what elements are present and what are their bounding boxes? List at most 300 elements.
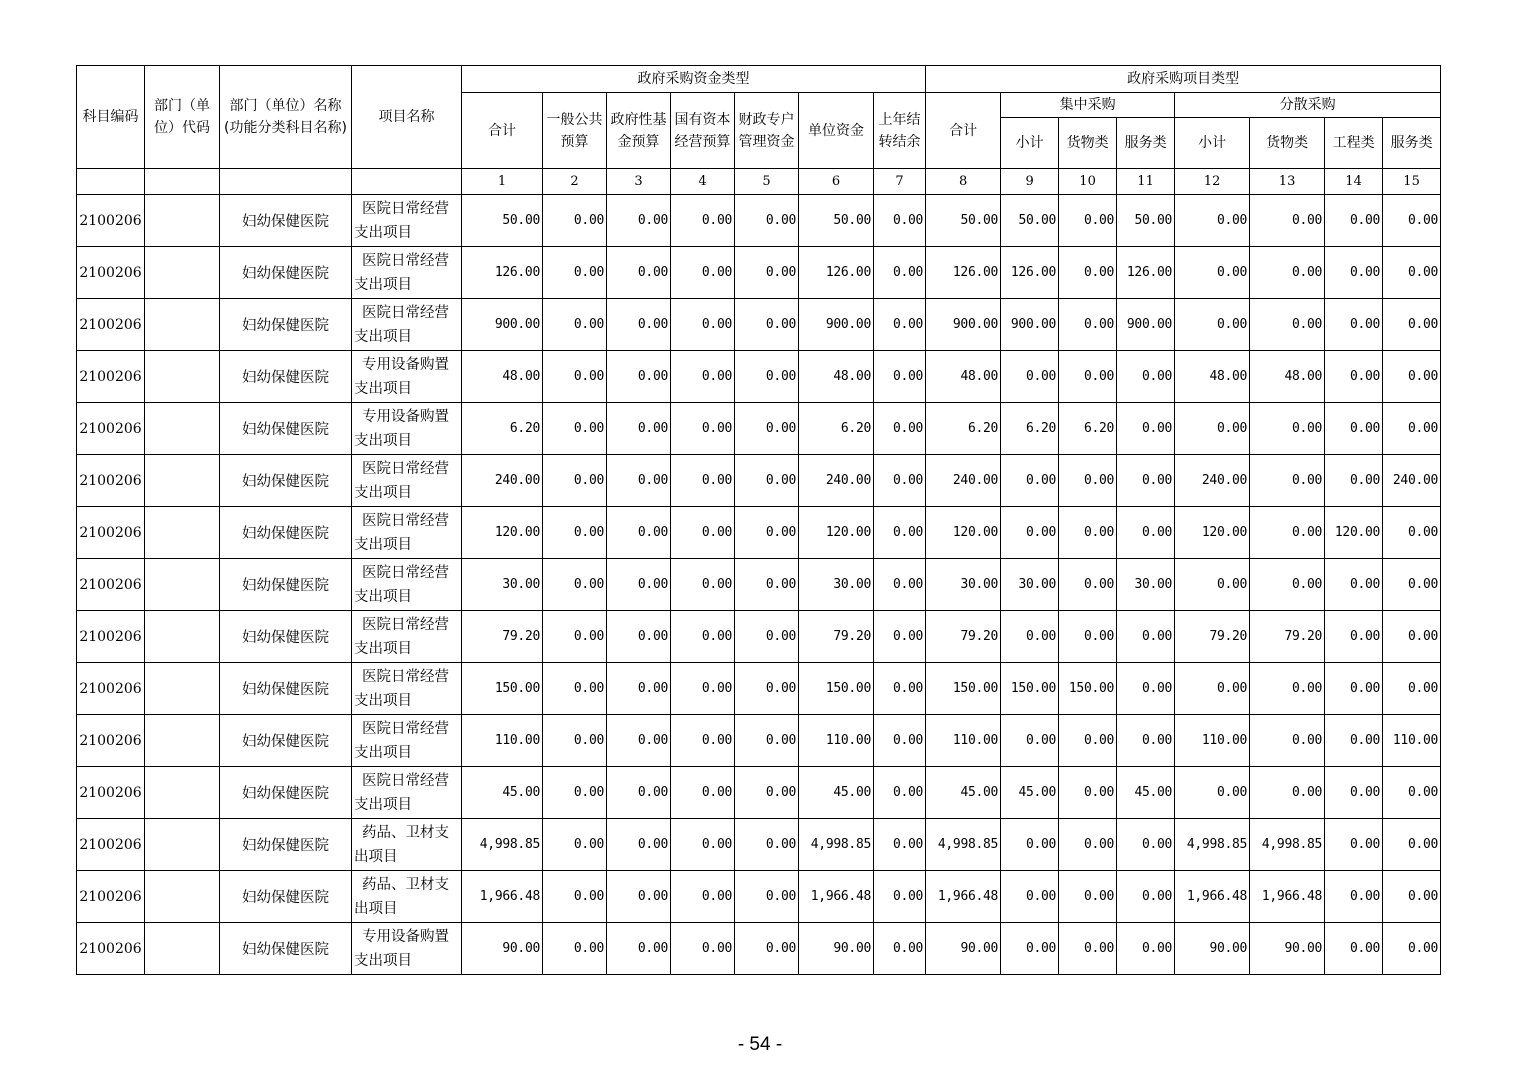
amount-cell: 0.00: [671, 923, 735, 975]
table-row: [77, 871, 1441, 923]
column-number: 14: [1325, 169, 1383, 195]
amount-cell: 0.00: [874, 871, 926, 923]
amount-cell: 0.00: [671, 299, 735, 351]
amount-cell: 0.00: [1250, 455, 1325, 507]
amount-cell: 0.00: [607, 611, 671, 663]
amount-cell: 0.00: [1383, 611, 1441, 663]
amount-cell: 0.00: [1175, 247, 1250, 299]
header-dispersed-group: 分散采购: [1175, 93, 1441, 118]
amount-cell: 0.00: [607, 871, 671, 923]
amount-cell: 1,966.48: [1250, 871, 1325, 923]
table-row: [77, 247, 1441, 299]
amount-cell: 6.20: [1059, 403, 1117, 455]
amount-cell: 0.00: [874, 247, 926, 299]
subject-code-cell: 2100206: [77, 923, 145, 975]
project-name-line: 支出项目: [354, 328, 412, 345]
column-number: 4: [671, 169, 735, 195]
amount-cell: 0.00: [543, 195, 607, 247]
header-dispersed-col: 工程类: [1325, 118, 1383, 169]
column-number: 7: [874, 169, 926, 195]
amount-cell: 110.00: [799, 715, 874, 767]
amount-cell: 0.00: [1059, 819, 1117, 871]
amount-cell: 900.00: [926, 299, 1001, 351]
amount-cell: 0.00: [607, 819, 671, 871]
project-name-line: 支出项目: [354, 536, 412, 553]
amount-cell: 0.00: [1175, 663, 1250, 715]
subject-code-cell: 2100206: [77, 611, 145, 663]
subject-code-cell: 2100206: [77, 351, 145, 403]
amount-cell: 0.00: [874, 611, 926, 663]
amount-cell: 48.00: [1250, 351, 1325, 403]
amount-cell: 0.00: [1325, 299, 1383, 351]
amount-cell: 0.00: [543, 663, 607, 715]
amount-cell: 0.00: [735, 351, 799, 403]
amount-cell: 110.00: [1383, 715, 1441, 767]
amount-cell: 1,966.48: [799, 871, 874, 923]
amount-cell: 0.00: [1001, 923, 1059, 975]
amount-cell: 0.00: [1383, 403, 1441, 455]
dept-code-cell: [145, 195, 220, 247]
amount-cell: 90.00: [462, 923, 543, 975]
amount-cell: 0.00: [671, 819, 735, 871]
project-name-cell: [352, 195, 462, 247]
amount-cell: 0.00: [1059, 715, 1117, 767]
column-number: 5: [735, 169, 799, 195]
amount-cell: 120.00: [462, 507, 543, 559]
project-name-line: 药品、卫材支: [362, 824, 449, 841]
amount-cell: 0.00: [607, 195, 671, 247]
amount-cell: 6.20: [1001, 403, 1059, 455]
unit-name-cell: 妇幼保健医院: [220, 299, 352, 351]
unit-name-cell: 妇幼保健医院: [220, 559, 352, 611]
header-fund-col: 单位资金: [799, 93, 874, 169]
subject-code-cell: 2100206: [77, 559, 145, 611]
project-name-line: 支出项目: [354, 484, 412, 501]
amount-cell: 240.00: [1383, 455, 1441, 507]
amount-cell: 0.00: [607, 455, 671, 507]
amount-cell: 0.00: [1059, 767, 1117, 819]
column-number: 10: [1059, 169, 1117, 195]
amount-cell: 0.00: [1059, 559, 1117, 611]
subject-code-cell: 2100206: [77, 455, 145, 507]
header-dept-name: 部门（单位）名称(功能分类科目名称): [220, 66, 352, 169]
procurement-budget-table: [76, 65, 1441, 975]
amount-cell: 0.00: [1250, 559, 1325, 611]
amount-cell: 0.00: [1383, 507, 1441, 559]
amount-cell: 240.00: [799, 455, 874, 507]
amount-cell: 0.00: [1117, 923, 1175, 975]
project-name-cell: [352, 247, 462, 299]
amount-cell: 0.00: [607, 403, 671, 455]
amount-cell: 0.00: [1175, 299, 1250, 351]
amount-cell: 126.00: [462, 247, 543, 299]
amount-cell: 0.00: [1325, 663, 1383, 715]
amount-cell: 0.00: [607, 663, 671, 715]
project-name-line: 医院日常经营: [362, 668, 449, 685]
amount-cell: 0.00: [874, 715, 926, 767]
subject-code-cell: 2100206: [77, 715, 145, 767]
amount-cell: 110.00: [926, 715, 1001, 767]
amount-cell: 0.00: [1325, 403, 1383, 455]
amount-cell: 150.00: [799, 663, 874, 715]
column-number: 12: [1175, 169, 1250, 195]
amount-cell: 1,966.48: [1175, 871, 1250, 923]
amount-cell: 0.00: [543, 403, 607, 455]
amount-cell: 126.00: [1117, 247, 1175, 299]
project-name-line: 支出项目: [354, 276, 412, 293]
amount-cell: 0.00: [1325, 455, 1383, 507]
amount-cell: 150.00: [462, 663, 543, 715]
project-name-cell: [352, 871, 462, 923]
amount-cell: 0.00: [1001, 611, 1059, 663]
project-name-line: 出项目: [354, 900, 398, 917]
amount-cell: 0.00: [1175, 559, 1250, 611]
amount-cell: 0.00: [607, 923, 671, 975]
project-name-line: 医院日常经营: [362, 200, 449, 217]
amount-cell: 0.00: [607, 559, 671, 611]
amount-cell: 0.00: [1059, 871, 1117, 923]
amount-cell: 120.00: [1175, 507, 1250, 559]
dept-code-cell: [145, 247, 220, 299]
amount-cell: 0.00: [1059, 351, 1117, 403]
amount-cell: 0.00: [1383, 559, 1441, 611]
amount-cell: 0.00: [1117, 351, 1175, 403]
project-name-line: 出项目: [354, 848, 398, 865]
table-row: [77, 455, 1441, 507]
amount-cell: 30.00: [799, 559, 874, 611]
amount-cell: 0.00: [1117, 403, 1175, 455]
subject-code-cell: 2100206: [77, 195, 145, 247]
amount-cell: 0.00: [1325, 767, 1383, 819]
column-number: 9: [1001, 169, 1059, 195]
amount-cell: 900.00: [462, 299, 543, 351]
project-name-line: 医院日常经营: [362, 304, 449, 321]
amount-cell: 0.00: [1383, 247, 1441, 299]
table-row: [77, 351, 1441, 403]
project-name-line: 医院日常经营: [362, 720, 449, 737]
subject-code-cell: 2100206: [77, 819, 145, 871]
amount-cell: 0.00: [1250, 663, 1325, 715]
header-fund-col: 政府性基金预算: [607, 93, 671, 169]
project-name-line: 支出项目: [354, 952, 412, 969]
column-number: 6: [799, 169, 874, 195]
amount-cell: 0.00: [1325, 715, 1383, 767]
amount-cell: 0.00: [543, 923, 607, 975]
dept-code-cell: [145, 299, 220, 351]
amount-cell: 0.00: [735, 923, 799, 975]
unit-name-cell: 妇幼保健医院: [220, 819, 352, 871]
table-body: [77, 195, 1441, 975]
amount-cell: 0.00: [607, 351, 671, 403]
amount-cell: 126.00: [926, 247, 1001, 299]
amount-cell: 0.00: [735, 611, 799, 663]
table-row: [77, 767, 1441, 819]
table-row: [77, 403, 1441, 455]
amount-cell: 90.00: [1175, 923, 1250, 975]
amount-cell: 0.00: [1250, 299, 1325, 351]
dept-code-cell: [145, 663, 220, 715]
header-central-col: 小计: [1001, 118, 1059, 169]
column-number: 11: [1117, 169, 1175, 195]
header-dispersed-col: 服务类: [1383, 118, 1441, 169]
subject-code-cell: 2100206: [77, 403, 145, 455]
amount-cell: 0.00: [1117, 871, 1175, 923]
amount-cell: 48.00: [926, 351, 1001, 403]
amount-cell: 0.00: [1175, 767, 1250, 819]
amount-cell: 1,966.48: [462, 871, 543, 923]
project-name-line: 支出项目: [354, 796, 412, 813]
amount-cell: 0.00: [1059, 195, 1117, 247]
project-name-line: 医院日常经营: [362, 460, 449, 477]
amount-cell: 0.00: [671, 611, 735, 663]
blank-cell: [220, 169, 352, 195]
header-dept-code: 部门（单位）代码: [145, 66, 220, 169]
amount-cell: 0.00: [1325, 871, 1383, 923]
amount-cell: 0.00: [671, 767, 735, 819]
amount-cell: 0.00: [1250, 507, 1325, 559]
header-fund-col: 一般公共预算: [543, 93, 607, 169]
unit-name-cell: 妇幼保健医院: [220, 247, 352, 299]
project-name-line: 支出项目: [354, 640, 412, 657]
amount-cell: 0.00: [1001, 819, 1059, 871]
amount-cell: 0.00: [1250, 195, 1325, 247]
amount-cell: 0.00: [1325, 819, 1383, 871]
amount-cell: 0.00: [1175, 403, 1250, 455]
header-subject-code: 科目编码: [77, 66, 145, 169]
amount-cell: 0.00: [543, 247, 607, 299]
header-fund-type-group: 政府采购资金类型: [462, 66, 926, 93]
project-name-cell: [352, 715, 462, 767]
amount-cell: 0.00: [607, 247, 671, 299]
dept-code-cell: [145, 507, 220, 559]
amount-cell: 0.00: [1001, 455, 1059, 507]
amount-cell: 50.00: [926, 195, 1001, 247]
amount-cell: 6.20: [926, 403, 1001, 455]
amount-cell: 0.00: [1001, 507, 1059, 559]
unit-name-cell: 妇幼保健医院: [220, 195, 352, 247]
amount-cell: 0.00: [735, 247, 799, 299]
project-name-cell: [352, 767, 462, 819]
amount-cell: 0.00: [671, 403, 735, 455]
amount-cell: 0.00: [607, 507, 671, 559]
subject-code-cell: 2100206: [77, 663, 145, 715]
amount-cell: 0.00: [874, 195, 926, 247]
amount-cell: 90.00: [1250, 923, 1325, 975]
amount-cell: 126.00: [1001, 247, 1059, 299]
amount-cell: 126.00: [799, 247, 874, 299]
amount-cell: 0.00: [543, 871, 607, 923]
amount-cell: 0.00: [543, 715, 607, 767]
unit-name-cell: 妇幼保健医院: [220, 923, 352, 975]
amount-cell: 0.00: [874, 819, 926, 871]
amount-cell: 0.00: [671, 715, 735, 767]
amount-cell: 45.00: [799, 767, 874, 819]
amount-cell: 0.00: [735, 715, 799, 767]
amount-cell: 900.00: [1117, 299, 1175, 351]
blank-cell: [145, 169, 220, 195]
project-name-line: 医院日常经营: [362, 512, 449, 529]
amount-cell: 79.20: [1250, 611, 1325, 663]
subject-code-cell: 2100206: [77, 507, 145, 559]
amount-cell: 0.00: [735, 195, 799, 247]
project-name-line: 专用设备购置: [362, 928, 449, 945]
amount-cell: 45.00: [1117, 767, 1175, 819]
amount-cell: 0.00: [1383, 299, 1441, 351]
dept-code-cell: [145, 559, 220, 611]
amount-cell: 1,966.48: [926, 871, 1001, 923]
amount-cell: 6.20: [462, 403, 543, 455]
amount-cell: 79.20: [1175, 611, 1250, 663]
project-name-cell: [352, 507, 462, 559]
column-number: 13: [1250, 169, 1325, 195]
project-name-line: 医院日常经营: [362, 252, 449, 269]
amount-cell: 0.00: [1117, 507, 1175, 559]
amount-cell: 50.00: [1001, 195, 1059, 247]
amount-cell: 0.00: [1059, 299, 1117, 351]
unit-name-cell: 妇幼保健医院: [220, 663, 352, 715]
dept-code-cell: [145, 819, 220, 871]
amount-cell: 0.00: [735, 299, 799, 351]
amount-cell: 0.00: [607, 767, 671, 819]
amount-cell: 30.00: [926, 559, 1001, 611]
amount-cell: 0.00: [607, 299, 671, 351]
amount-cell: 4,998.85: [799, 819, 874, 871]
header-central-group: 集中采购: [1001, 93, 1175, 118]
amount-cell: 120.00: [799, 507, 874, 559]
amount-cell: 240.00: [926, 455, 1001, 507]
header-dispersed-col: 小计: [1175, 118, 1250, 169]
project-name-cell: [352, 299, 462, 351]
table-row: [77, 611, 1441, 663]
project-name-line: 支出项目: [354, 224, 412, 241]
amount-cell: 6.20: [799, 403, 874, 455]
project-name-line: 医院日常经营: [362, 564, 449, 581]
amount-cell: 0.00: [1059, 923, 1117, 975]
amount-cell: 0.00: [874, 455, 926, 507]
page-number: - 54 -: [737, 1034, 783, 1055]
amount-cell: 4,998.85: [1175, 819, 1250, 871]
table-row: [77, 923, 1441, 975]
project-name-line: 支出项目: [354, 692, 412, 709]
project-name-cell: [352, 663, 462, 715]
project-name-line: 专用设备购置: [362, 408, 449, 425]
header-project-type-group: 政府采购项目类型: [926, 66, 1441, 93]
subject-code-cell: 2100206: [77, 767, 145, 819]
amount-cell: 0.00: [1117, 455, 1175, 507]
amount-cell: 0.00: [1001, 351, 1059, 403]
amount-cell: 0.00: [671, 351, 735, 403]
blank-cell: [352, 169, 462, 195]
amount-cell: 0.00: [1059, 247, 1117, 299]
amount-cell: 0.00: [1059, 507, 1117, 559]
project-name-line: 医院日常经营: [362, 772, 449, 789]
amount-cell: 0.00: [1250, 715, 1325, 767]
amount-cell: 4,998.85: [462, 819, 543, 871]
amount-cell: 0.00: [1325, 351, 1383, 403]
amount-cell: 0.00: [1117, 663, 1175, 715]
amount-cell: 120.00: [926, 507, 1001, 559]
amount-cell: 45.00: [462, 767, 543, 819]
dept-code-cell: [145, 923, 220, 975]
amount-cell: 110.00: [462, 715, 543, 767]
header-central-col: 服务类: [1117, 118, 1175, 169]
project-name-line: 专用设备购置: [362, 356, 449, 373]
dept-code-cell: [145, 351, 220, 403]
column-number: 15: [1383, 169, 1441, 195]
subject-code-cell: 2100206: [77, 871, 145, 923]
amount-cell: 0.00: [1383, 767, 1441, 819]
amount-cell: 0.00: [543, 559, 607, 611]
amount-cell: 0.00: [874, 767, 926, 819]
amount-cell: 0.00: [735, 767, 799, 819]
header-fund-col: 上年结转结余: [874, 93, 926, 169]
project-name-cell: [352, 559, 462, 611]
unit-name-cell: 妇幼保健医院: [220, 767, 352, 819]
amount-cell: 0.00: [1383, 195, 1441, 247]
amount-cell: 0.00: [874, 663, 926, 715]
amount-cell: 0.00: [1325, 195, 1383, 247]
blank-cell: [77, 169, 145, 195]
amount-cell: 0.00: [874, 351, 926, 403]
amount-cell: 0.00: [543, 819, 607, 871]
header-fund-col: 合计: [462, 93, 543, 169]
amount-cell: 0.00: [671, 247, 735, 299]
header-dispersed-col: 货物类: [1250, 118, 1325, 169]
project-name-line: 支出项目: [354, 588, 412, 605]
amount-cell: 30.00: [1117, 559, 1175, 611]
column-number: 3: [607, 169, 671, 195]
amount-cell: 0.00: [1175, 195, 1250, 247]
amount-cell: 0.00: [543, 767, 607, 819]
dept-code-cell: [145, 455, 220, 507]
amount-cell: 240.00: [1175, 455, 1250, 507]
amount-cell: 0.00: [1001, 715, 1059, 767]
project-name-line: 支出项目: [354, 380, 412, 397]
amount-cell: 0.00: [874, 559, 926, 611]
table-row: [77, 663, 1441, 715]
table-row: [77, 507, 1441, 559]
amount-cell: 0.00: [735, 559, 799, 611]
amount-cell: 0.00: [735, 455, 799, 507]
table-row: [77, 559, 1441, 611]
amount-cell: 48.00: [799, 351, 874, 403]
amount-cell: 0.00: [1325, 611, 1383, 663]
amount-cell: 0.00: [1250, 403, 1325, 455]
column-number: 2: [543, 169, 607, 195]
dept-code-cell: [145, 403, 220, 455]
column-number: 8: [926, 169, 1001, 195]
amount-cell: 45.00: [926, 767, 1001, 819]
amount-cell: 0.00: [1325, 923, 1383, 975]
amount-cell: 50.00: [462, 195, 543, 247]
amount-cell: 50.00: [1117, 195, 1175, 247]
project-name-cell: [352, 403, 462, 455]
header-central-col: 货物类: [1059, 118, 1117, 169]
unit-name-cell: 妇幼保健医院: [220, 871, 352, 923]
table-row: [77, 195, 1441, 247]
unit-name-cell: 妇幼保健医院: [220, 455, 352, 507]
amount-cell: 120.00: [1325, 507, 1383, 559]
amount-cell: 900.00: [799, 299, 874, 351]
amount-cell: 0.00: [1059, 611, 1117, 663]
amount-cell: 0.00: [1117, 715, 1175, 767]
table-header: [77, 66, 1441, 195]
amount-cell: 0.00: [1250, 767, 1325, 819]
amount-cell: 90.00: [926, 923, 1001, 975]
amount-cell: 0.00: [1383, 819, 1441, 871]
project-name-cell: [352, 819, 462, 871]
subject-code-cell: 2100206: [77, 247, 145, 299]
